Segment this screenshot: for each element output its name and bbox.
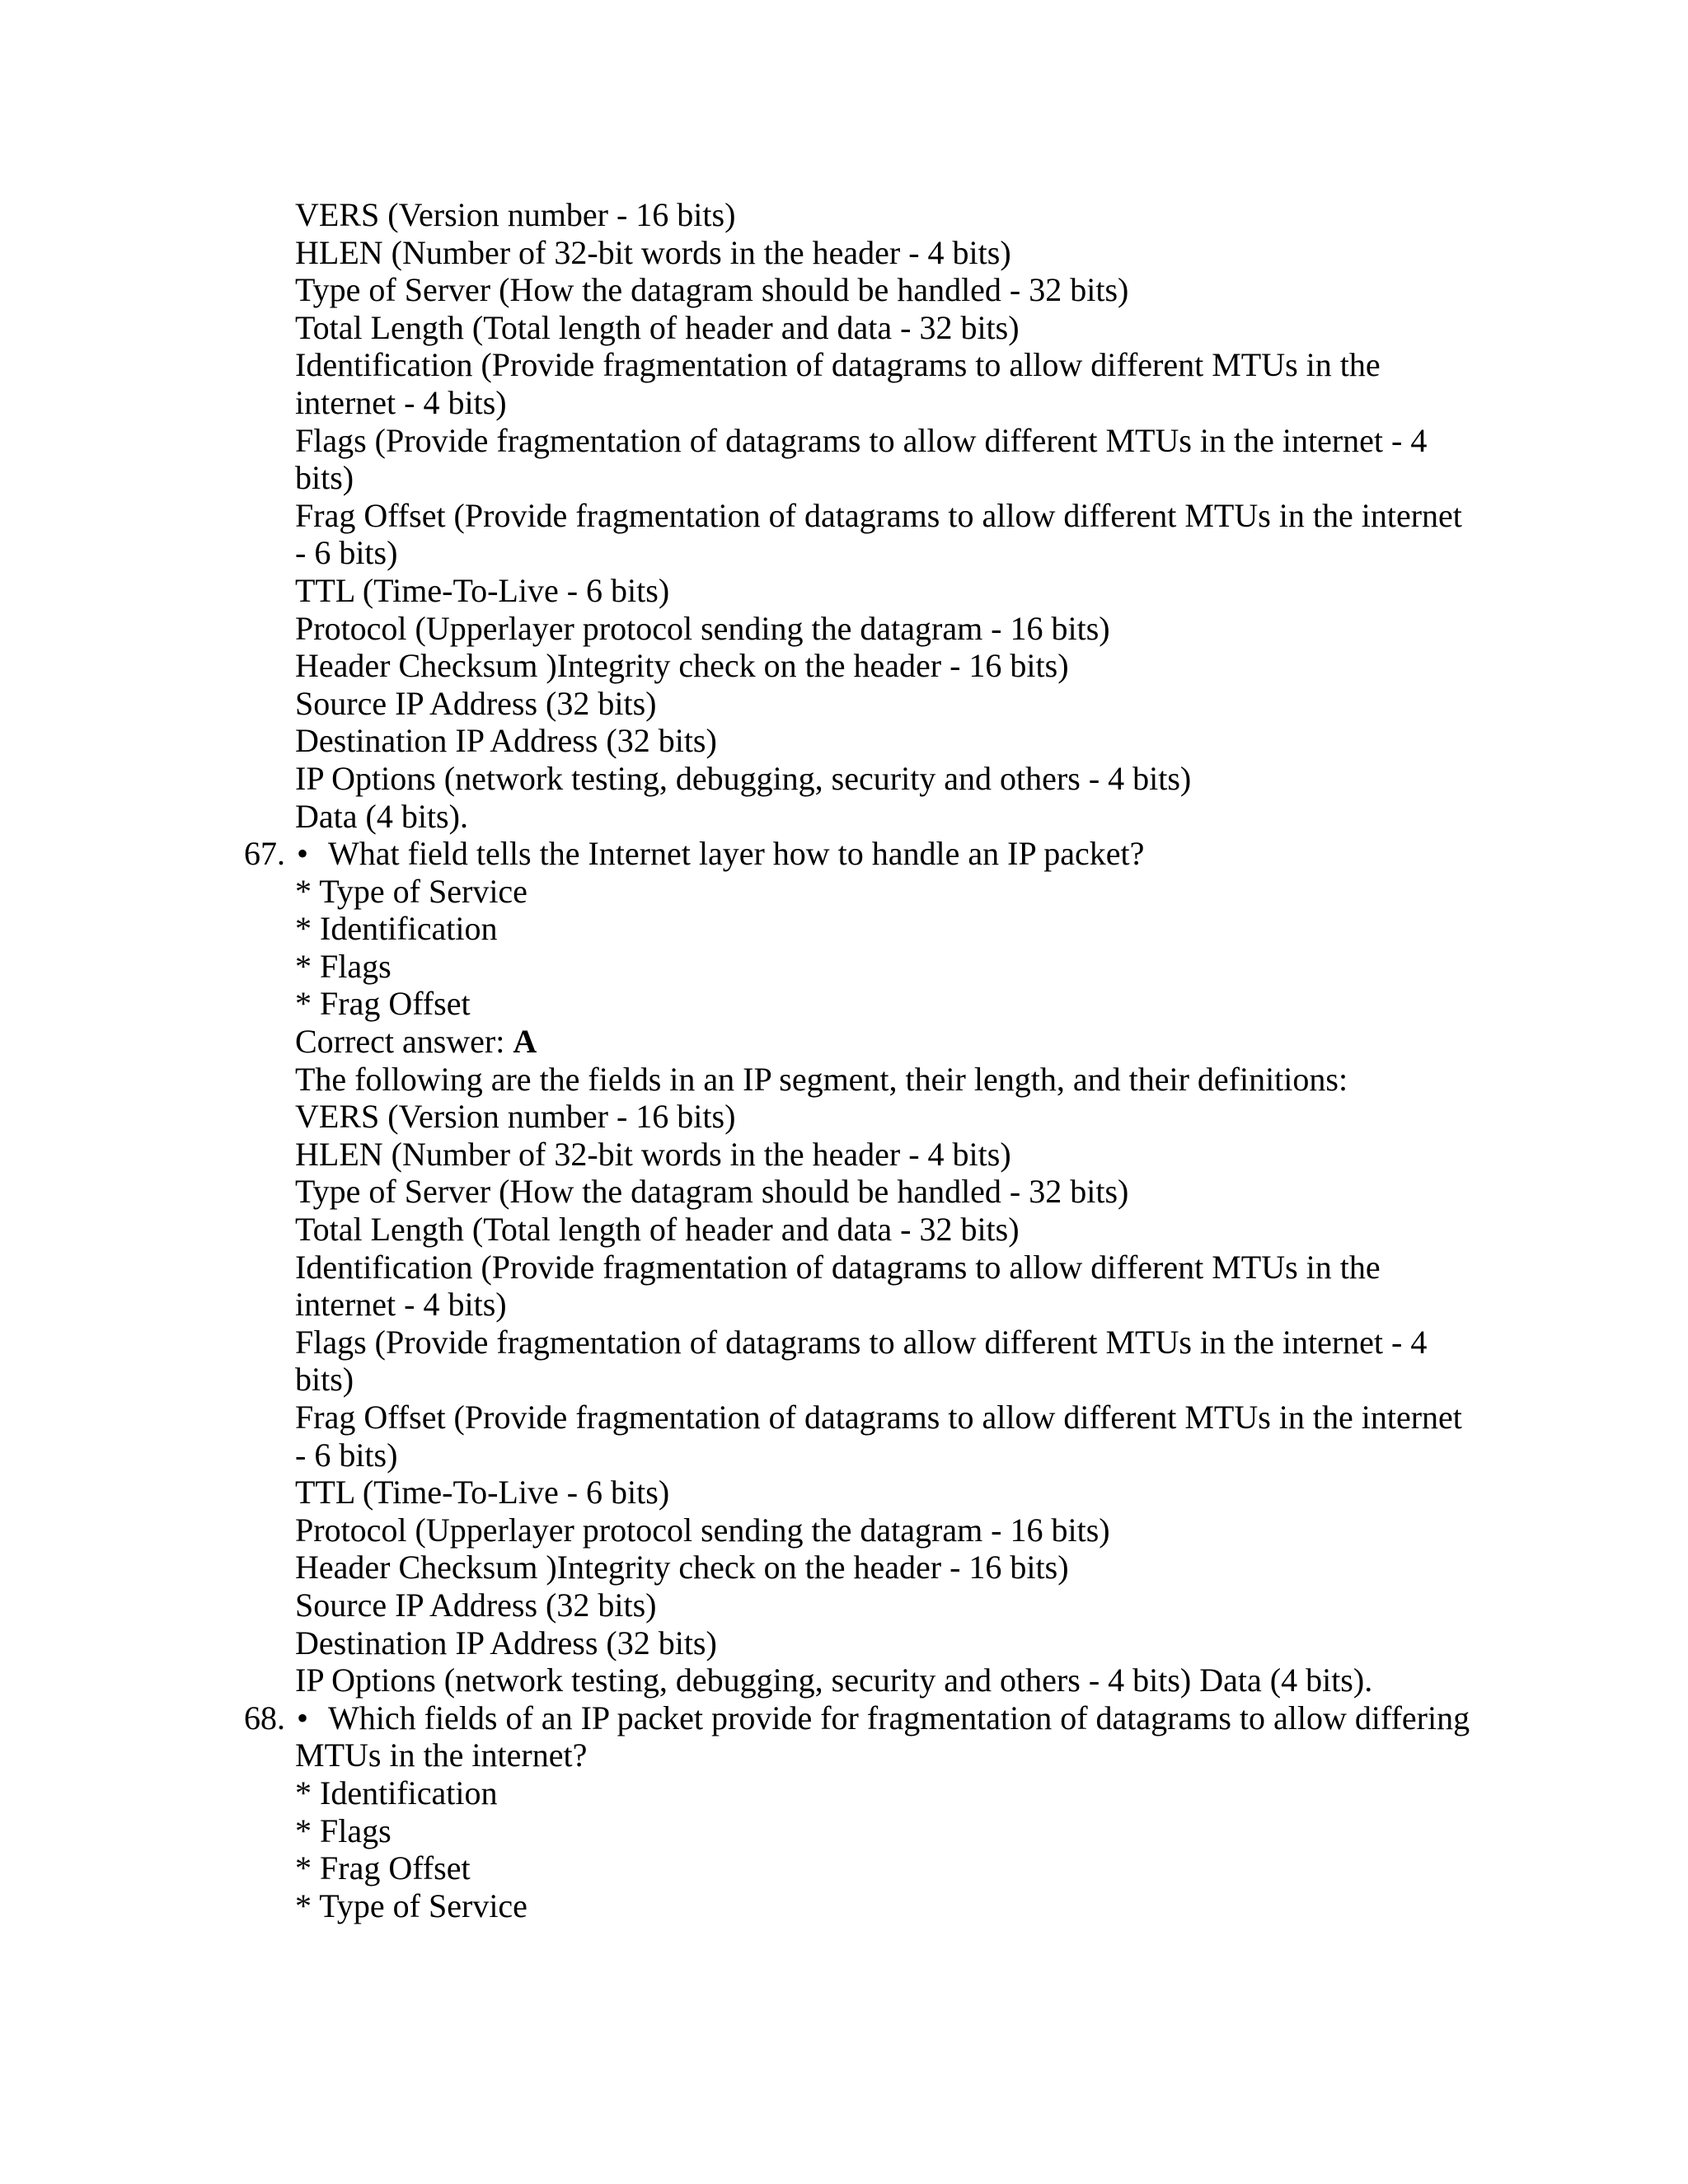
bullet-icon: • [297,1699,309,1736]
field-line: VERS (Version number - 16 bits) [295,196,736,233]
field-line: HLEN (Number of 32-bit words in the header - 4 bits) [295,233,1011,271]
explanation-line: Identification (Provide fragmentation of datagrams to allow different MTUs in the [295,1248,1381,1286]
explanation-line: Type of Server (How the datagram should be handled - 32 bits) [295,1173,1129,1211]
question-67 [0,835,1688,873]
field-line: IP Options (network testing, debugging, security and others - 4 bits) [295,759,1192,797]
answer-option: * Frag Offset [295,985,471,1023]
document-page [0,196,1688,1924]
explanation-line: Flags (Provide fragmentation of datagrams to allow different MTUs in the internet - 4 [295,1323,1428,1361]
answer-option: * Frag Offset [295,1849,471,1887]
question-number: 67. [244,835,285,873]
question-text: What field tells the Internet layer how to handle an IP packet? [328,835,1145,873]
explanation-line: Frag Offset (Provide fragmentation of datagrams to allow different MTUs in the internet [295,1399,1462,1436]
explanation-line: internet - 4 bits) [295,1286,507,1324]
field-line: bits) [295,459,354,497]
field-line: - 6 bits) [295,534,398,572]
answer-option: * Type of Service [295,872,528,910]
explanation-line: Protocol (Upperlayer protocol sending the datagram - 16 bits) [295,1511,1110,1549]
explanation-line: Source IP Address (32 bits) [295,1586,657,1624]
answer-option: * Identification [295,1774,498,1811]
field-line: Identification (Provide fragmentation of datagrams to allow different MTUs in the [295,346,1381,384]
explanation-line: Header Checksum )Integrity check on the header - 16 bits) [295,1549,1069,1586]
explanation-line: The following are the fields in an IP segment, their length, and their definitions: [295,1060,1348,1098]
answer-option: * Identification [295,910,498,948]
question-text: Which fields of an IP packet provide for fragmentation of datagrams to allow differing [328,1699,1470,1736]
question-number: 68. [244,1699,285,1736]
explanation-line: HLEN (Number of 32-bit words in the header - 4 bits) [295,1135,1011,1173]
field-line: Data (4 bits). [295,797,468,835]
explanation-line: Total Length (Total length of header and data - 32 bits) [295,1211,1020,1249]
question-text-continued: MTUs in the internet? [295,1736,588,1774]
field-line: Source IP Address (32 bits) [295,684,657,722]
field-line: Total Length (Total length of header and data - 32 bits) [295,308,1020,346]
explanation-line: bits) [295,1361,354,1399]
question-68 [0,1699,1688,1737]
field-line: internet - 4 bits) [295,383,507,421]
field-line: TTL (Time-To-Live - 6 bits) [295,571,670,609]
bullet-icon: • [297,835,309,873]
correct-answer [0,1023,1688,1061]
correct-answer-value: A [513,1023,537,1061]
field-line: Flags (Provide fragmentation of datagrams to allow different MTUs in the internet - 4 [295,421,1428,459]
field-line: Protocol (Upperlayer protocol sending the datagram - 16 bits) [295,609,1110,647]
field-line: Destination IP Address (32 bits) [295,722,717,760]
explanation-line: Destination IP Address (32 bits) [295,1624,717,1661]
field-line: Type of Server (How the datagram should be handled - 32 bits) [295,271,1129,309]
field-line: Frag Offset (Provide fragmentation of datagrams to allow different MTUs in the internet [295,496,1462,534]
field-line: Header Checksum )Integrity check on the header - 16 bits) [295,647,1069,685]
correct-answer-label: Correct answer: [295,1023,513,1061]
explanation-line: IP Options (network testing, debugging, security and others - 4 bits) Data (4 bits). [295,1661,1373,1699]
answer-option: * Flags [295,1811,392,1849]
explanation-line: TTL (Time-To-Live - 6 bits) [295,1474,670,1511]
explanation-line: - 6 bits) [295,1436,398,1474]
answer-option: * Flags [295,947,392,985]
answer-option: * Type of Service [295,1886,528,1924]
explanation-line: VERS (Version number - 16 bits) [295,1098,736,1136]
